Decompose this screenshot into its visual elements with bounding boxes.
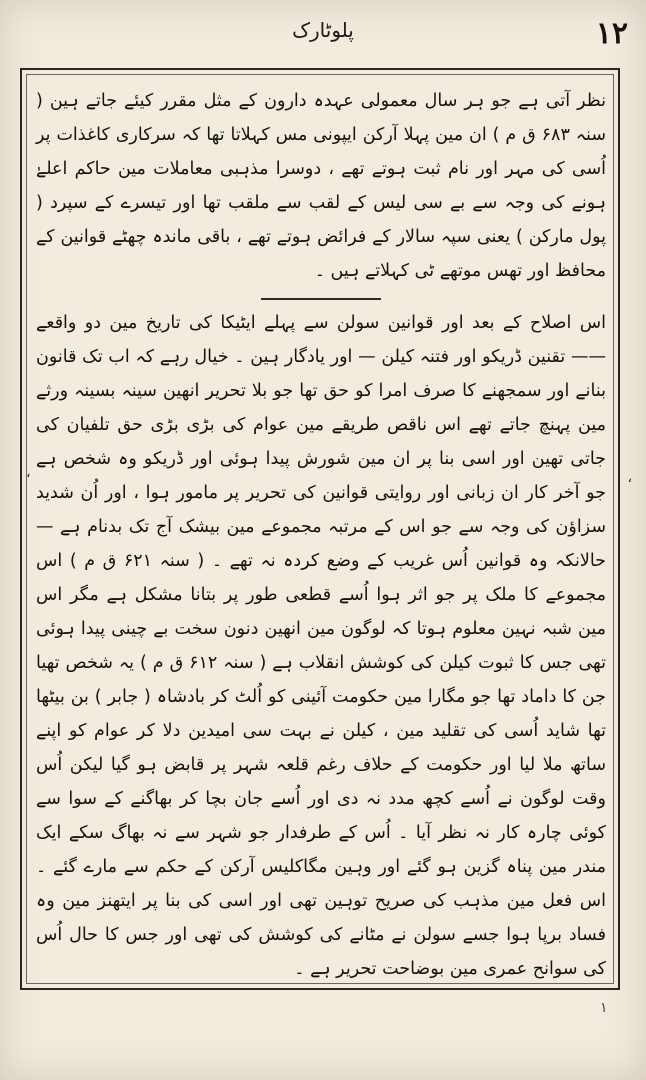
section-divider — [261, 298, 381, 300]
page-number: ۱۲ — [595, 16, 628, 51]
text-frame — [20, 68, 632, 990]
footer-mark: ۱ — [600, 1000, 608, 1016]
paragraph-1: نظر آتی ہے جو ہر سال معمولی عہدہ دارون کے مثل مقرر کیئے جاتے ہین ( سنہ ۶۸۳ ق م ) ان مین پہلا آرکن ایپونی مس کہلاتا تھا کہ سرکاری کاغذات پر اُسی کی مہر اور نام ثبت ہوتے تھے ، دوسرا مذہبی معاملات مین حاکم اعلےٰ ہونے کی وجہ سے بے سی لیس کے لقب سے ملقب تھا اور تیسرے کے سپرد ( پول مارکن ) یعنی سپہ سالار کے فرائض ہوتے تھے ، باقی ماندہ چھٹے قوانین کے محافظ اور تھس موتھے ٹی کہلاتے ہیں ۔ — [36, 91, 606, 281]
body-text — [36, 84, 606, 986]
running-title: پلوٹارک — [292, 18, 354, 42]
left-margin-mark: ، — [26, 465, 31, 481]
paragraph-2: اس اصلاح کے بعد اور قوانین سولن سے پہلے ایٹیکا کی تاریخ مین دو واقعے —— تقنین ڈریکو اور فتنہ کیلن — اور یادگار ہین ۔ خیال رہے کہ اب تک قانون بنانے اور سمجھنے کا صرف امرا کو حق تھا جو بلا تحریر انھین سینہ بسینہ ورثے مین پہنچ جاتے تھے اس ناقص طریقے مین عوام کی بڑی بڑی حق تلفیان کی جاتی تھین اور اسی بنا پر ان مین شورش پیدا ہوئی اور ڈریکو وہ شخص ہے جو آخر کار ان زبانی اور روایتی قوانین کی تحریر پر مامور ہوا ، اور اُن شدید سزاؤن کی وجہ سے جو اس کے مرتبہ مجموعے مین بیشک آج تک بدنام ہے — حالانکہ وہ قوانین اُس غریب کے وضع کردہ نہ تھے ۔ ( سنہ ۶۲۱ ق م ) اس مجموعے کا ملک پر جو اثر ہوا اُسے قطعی طور پر بتانا مشکل ہے مگر اس مین شبہ نہین معلوم ہوتا کہ لوگون مین انھین دنون سخت بے چینی پیدا ہوئی تھی جس کا ثبوت کیلن کی کوشش انقلاب ہے ( سنہ ۶۱۲ ق م ) یہ شخص تھیا جن کا داماد تھا جو مگارا مین حکومت آئینی کو اُلٹ کر بادشاہ ( جابر ) بن بیٹھا تھا شاید اُسی کی تقلید مین ، کیلن نے بہت سی امیدین دلا کر عوام کو اپنے ساتھ ملا لیا اور حکومت کے حلاف رغم قلعہ شہر پر قابض ہو گیا لیکن اُس وقت لوگون نے اُسے کچھ مدد نہ دی اور اُسے جان بچا کر بھاگنے کے سوا سے کوئی چارہ کار نہ نظر آیا ۔ اُس کے طرفدار جو شہر سے نہ بھاگ سکے ایک مندر مین پناہ گزین ہو گئے اور وہین مگاکلیس آرکن کے حکم سے مارے گئے ۔ اس فعل مین مذہب کی صریح توہین تھی اور اسی کی بنا پر ایتھنز مین وہ فساد برپا ہوا جسے سولن نے مٹانے کی کوشش کی تھی اور جس کا حال اُس کی سوانح عمری مین بوضاحت تحریر ہے ۔ — [36, 313, 606, 979]
page-header — [0, 0, 646, 70]
right-margin-mark: ، — [627, 470, 632, 486]
